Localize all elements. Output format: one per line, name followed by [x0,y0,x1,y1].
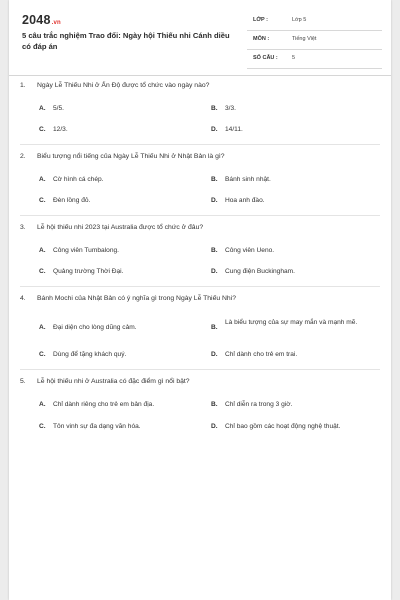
question-text [20,224,203,231]
header-divider [9,75,391,76]
option-text: Chỉ diễn ra trong 3 giờ. [225,401,293,408]
option-letter: B. [211,247,218,254]
question-prompt: Ngày Lễ Thiếu Nhi ở Ấn Độ được tổ chức vào ngày nào? [37,82,210,89]
option-text: Tôn vinh sự đa dạng văn hóa. [53,423,141,430]
option-letter: D. [211,423,218,430]
option-letter: D. [211,126,218,133]
question-prompt: Biểu tượng nổi tiếng của Ngày Lễ Thiếu Nhi ở Nhật Bản là gì? [37,153,225,160]
option-letter: A. [39,401,46,408]
option-letter: B. [211,324,218,331]
question-number: 1. [20,82,26,89]
option-letter: C. [39,197,46,204]
option-letter: A. [39,105,46,112]
option-letter: A. [39,324,46,331]
option-text: Là biểu tượng của sự may mắn và mạnh mẽ. [225,319,358,326]
option-letter: B. [211,176,218,183]
option-text: Quảng trường Thời Đại. [53,268,124,275]
option-text: Chỉ dành cho trẻ em trai. [225,351,298,358]
option-text: 3/3. [225,105,236,112]
meta-value-count: 5 [292,55,296,61]
meta-label-class: LỚP : [253,17,268,23]
question-number: 3. [20,224,26,231]
meta-info [247,14,382,71]
option-letter: C. [39,351,46,358]
option-letter: B. [211,401,218,408]
logo-main: 2048 [22,13,51,27]
option-letter: A. [39,247,46,254]
question-text [20,295,236,302]
option-text: Đại diện cho lòng dũng cảm. [53,324,137,331]
question-separator [20,144,380,145]
option-text: Dùng để tặng khách quý. [53,351,127,358]
question-separator [20,369,380,370]
option-text: Hoa anh đào. [225,197,265,204]
option-text: Cờ hình cá chép. [53,176,104,183]
worksheet-page [9,0,391,600]
option-letter: A. [39,176,46,183]
option-text: Chỉ bao gồm các hoạt động nghệ thuật. [225,423,341,430]
question-separator [20,215,380,216]
meta-label-subject: MÔN : [253,36,270,42]
option-text: 12/3. [53,126,68,133]
document-title: 5 câu trắc nghiệm Trao đổi: Ngày hội Thiếu nhi Cánh diều có đáp án [22,31,230,51]
question-text [20,82,209,89]
question-number: 2. [20,153,26,160]
option-text: Đèn lồng đỏ. [53,197,91,204]
question-number: 4. [20,295,26,302]
option-text: Công viên Tumbalong. [53,247,119,254]
option-letter: D. [211,351,218,358]
meta-row-count [247,52,382,69]
meta-value-class: Lớp 5 [292,17,307,23]
option-text: Bánh sinh nhật. [225,176,271,183]
option-letter: C. [39,423,46,430]
question-prompt: Bánh Mochi của Nhật Bản có ý nghĩa gì trong Ngày Lễ Thiếu Nhi? [37,295,236,302]
meta-value-subject: Tiếng Việt [292,36,317,42]
question-text [20,378,190,385]
question-text [20,153,225,160]
worksheet-header [9,0,391,74]
option-text: Cung điện Buckingham. [225,268,296,275]
option-text: Công viên Ueno. [225,247,275,254]
option-letter: C. [39,268,46,275]
site-logo[interactable] [22,13,61,27]
option-letter: C. [39,126,46,133]
meta-row-subject [247,33,382,50]
question-prompt: Lễ hội thiếu nhi ở Australia có đặc điểm gì nổi bật? [37,378,190,385]
meta-label-count: SỐ CÂU : [253,55,278,61]
option-letter: D. [211,268,218,275]
option-text: Chỉ dành riêng cho trẻ em bản địa. [53,401,155,408]
question-prompt: Lễ hội thiếu nhi 2023 tại Australia được tổ chức ở đâu? [37,224,204,231]
option-text: 14/11. [225,126,243,133]
option-text: 5/5. [53,105,64,112]
option-letter: B. [211,105,218,112]
question-number: 5. [20,378,26,385]
question-separator [20,286,380,287]
logo-suffix: .vn [51,20,61,26]
meta-row-class [247,14,382,31]
option-letter: D. [211,197,218,204]
